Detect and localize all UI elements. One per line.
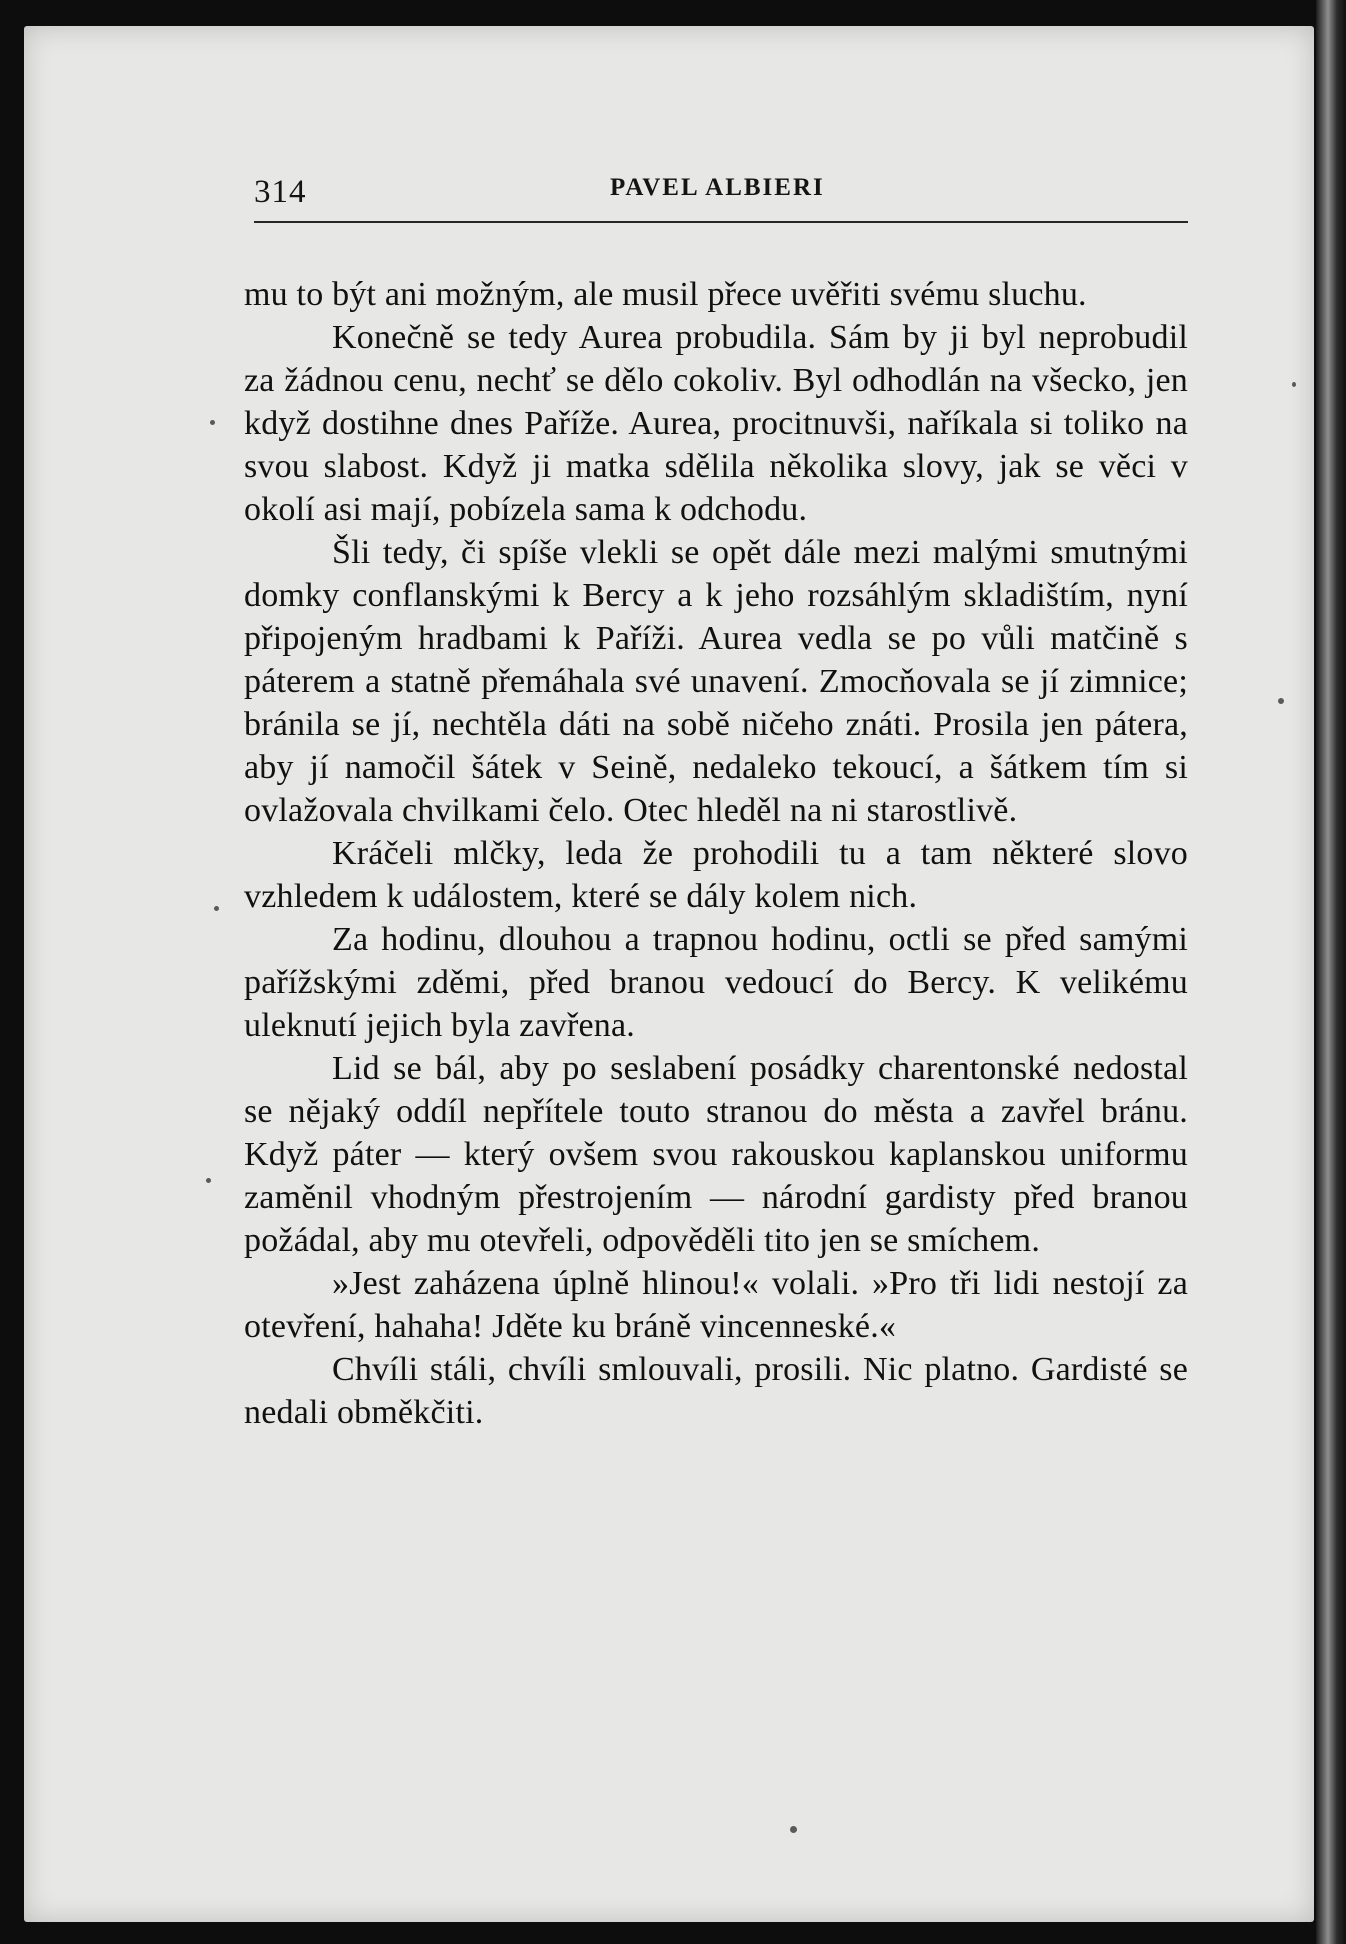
header-rule — [254, 221, 1188, 223]
paragraph: Konečně se tedy Aurea probudila. Sám by ji byl neprobudil za žádnou cenu, nechť se dělo cokoliv. Byl odhodlán na všecko, jen když dostihne dnes Paříže. Aurea, procitnuvši, naříkala si toliko na svou slabost. Když ji matka sdělila několika slovy, jak se věci v okolí asi mají, pobízela sama k odchodu. — [244, 319, 1188, 528]
running-title: PAVEL ALBIERI — [610, 174, 825, 201]
book-edge-shadow — [1316, 0, 1346, 1944]
paragraph: Za hodinu, dlouhou a trapnou hodinu, octli se před samými pařížskými zděmi, před branou vedoucí do Bercy. K velikému uleknutí jejich byla zavřena. — [244, 921, 1188, 1044]
paragraph: Chvíli stáli, chvíli smlouvali, prosili. Nic platno. Gardisté se nedali obměkčiti. — [244, 1351, 1188, 1431]
paragraph: Šli tedy, či spíše vlekli se opět dále mezi malými smutnými domky conflanskými k Bercy a k jeho rozsáhlým skladištím, nyní připojeným hradbami k Paříži. Aurea vedla se po vůli matčině s páterem a statně přemáhala své unavení. Zmocňovala se jí zimnice; bránila se jí, nechtěla dáti na sobě ničeho znáti. Prosila jen pátera, aby jí namočil šátek v Seině, nedaleko tekoucí, a šátkem tím si ovlažovala chvilkami čelo. Otec hleděl na ni starostlivě. — [244, 534, 1188, 829]
running-header — [254, 168, 1188, 220]
body-text — [244, 273, 1188, 1434]
paragraph: Kráčeli mlčky, leda že prohodili tu a tam některé slovo vzhledem k událostem, které se dály kolem nich. — [244, 835, 1188, 915]
paragraph: mu to být ani možným, ale musil přece uvěřiti svému sluchu. — [244, 276, 1087, 313]
page-number: 314 — [254, 174, 307, 210]
paragraph: Lid se bál, aby po seslabení posádky charentonské nedostal se nějaký oddíl nepřítele touto stranou do města a zavřel bránu. Když páter — který ovšem svou rakouskou kaplanskou uniformu zaměnil vhodným přestrojením — národní gardisty před branou požádal, aby mu otevřeli, odpověděli tito jen se smíchem. — [244, 1050, 1188, 1259]
paragraph: »Jest zaházena úplně hlinou!« volali. »Pro tři lidi nestojí za otevření, hahaha! Jděte ku bráně vincenneské.« — [244, 1265, 1188, 1345]
